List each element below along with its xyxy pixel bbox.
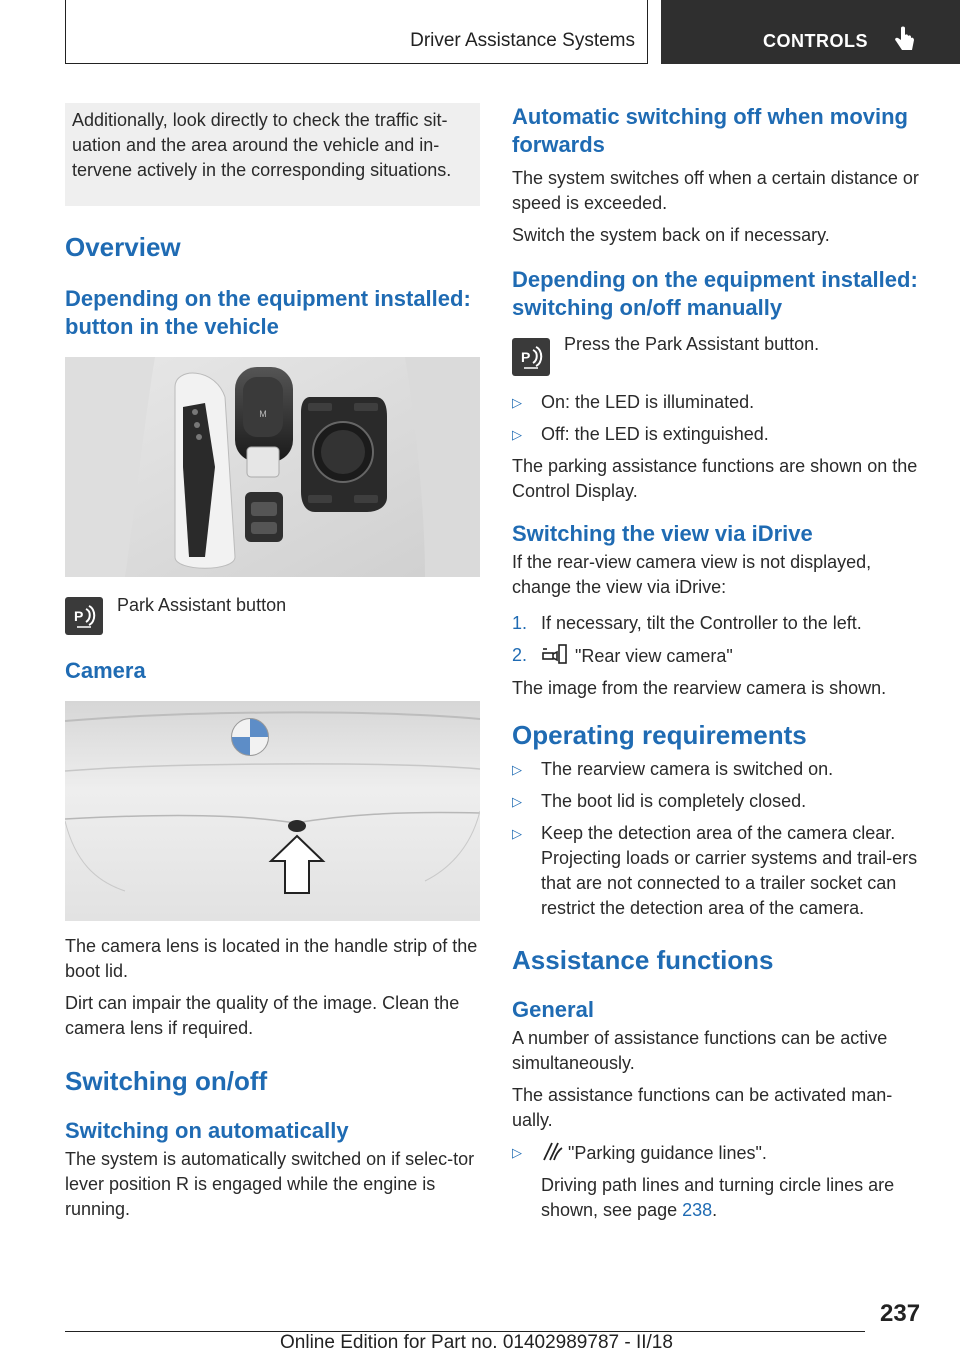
guidance-lines-item: ▷ "Parking guidance lines". Driving path lines and turning circle lines are shown, see page 238.	[512, 1140, 932, 1223]
list-item: 2. "Rear view camera"	[512, 645, 733, 666]
boot-lid-camera-photo	[65, 701, 480, 921]
button-heading: Depending on the equipment installed: button in the vehicle	[65, 286, 471, 339]
list-item: 1. If necessary, tilt the Controller to the left.	[512, 613, 862, 633]
auto-off-heading: Automatic switching off when moving forwards	[512, 104, 908, 157]
guidance-lines-description: Driving path lines and turning circle lines are shown, see page 238.	[541, 1175, 895, 1220]
general-text-2: The assistance functions can be activated man‐ually.	[512, 1085, 893, 1130]
list-item: ▷ Keep the detection area of the camera clear. Projecting loads or carrier systems and trail‐ers that are not connected to a trailer socket can restrict the detection area of the camera.	[512, 823, 918, 918]
idrive-heading: Switching the view via iDrive	[512, 521, 813, 546]
attention-note: Additionally, look directly to check the traffic sit‐uation and the area around the vehicle and in‐tervene actively in the corresponding situations.	[65, 103, 480, 206]
manual-bullet-list	[512, 390, 932, 447]
bullet-triangle-icon: ▷	[512, 762, 522, 777]
svg-text:M: M	[259, 409, 267, 419]
header-chapter-title: CONTROLS	[763, 31, 868, 51]
manual-heading: Depending on the equipment installed: switching on/off manually	[512, 267, 918, 320]
header-section-title: Driver Assistance Systems	[410, 30, 635, 51]
list-item: ▷ On: the LED is illuminated.	[512, 390, 932, 415]
bullet-triangle-icon: ▷	[512, 794, 522, 809]
idrive-steps	[512, 611, 932, 669]
manual-display-text: The parking assistance functions are shown on the Control Display.	[512, 456, 918, 501]
header-chapter-tab	[661, 0, 960, 64]
svg-text:P: P	[521, 349, 531, 365]
auto-off-text-1: The system switches off when a certain distance or speed is exceeded.	[512, 168, 919, 213]
switching-heading: Switching on/off	[65, 1066, 268, 1096]
parking-guidance-icon	[541, 1140, 563, 1162]
bullet-triangle-icon: ▷	[512, 1145, 522, 1160]
list-item: ▷ The boot lid is completely closed.	[512, 789, 932, 814]
overview-heading: Overview	[65, 232, 181, 262]
auto-off-text-2: Switch the system back on if necessary.	[512, 225, 830, 245]
page-reference-link[interactable]: 238	[682, 1200, 713, 1220]
camera-clean-text: Dirt can impair the quality of the image. Clean the camera lens if required.	[65, 993, 460, 1038]
svg-text:P: P	[74, 608, 84, 624]
camera-heading: Camera	[65, 658, 146, 683]
park-assistant-icon	[65, 597, 103, 635]
general-text-1: A number of assistance functions can be active simultaneously.	[512, 1028, 888, 1073]
header-section-box	[65, 0, 648, 64]
manual-instruction-row	[512, 336, 932, 380]
general-heading: General	[512, 997, 594, 1022]
assistance-heading: Assistance functions	[512, 945, 774, 975]
requirements-list	[512, 757, 932, 921]
park-assistant-caption-row	[65, 597, 480, 639]
center-console-photo	[65, 357, 480, 577]
auto-on-heading: Switching on automatically	[65, 1118, 349, 1143]
camera-location-text: The camera lens is located in the handle strip of the boot lid.	[65, 936, 478, 981]
bullet-triangle-icon: ▷	[512, 395, 522, 410]
bullet-triangle-icon: ▷	[512, 826, 522, 841]
rear-camera-icon	[541, 643, 569, 665]
manual-instruction-text: Press the Park Assistant button.	[564, 334, 820, 354]
page-number: 237	[880, 1300, 921, 1327]
list-item: ▷ The rearview camera is switched on.	[512, 757, 932, 782]
requirements-heading: Operating requirements	[512, 720, 807, 750]
hand-pointer-icon	[893, 26, 917, 54]
left-column	[65, 103, 480, 1222]
park-assistant-icon	[512, 338, 550, 376]
idrive-text: If the rear-view camera view is not displayed, change the view via iDrive:	[512, 552, 872, 597]
auto-on-text: The system is automatically switched on if selec‐tor lever position R is engaged while the engine is running.	[65, 1149, 475, 1219]
right-column	[512, 103, 932, 1223]
footer-edition: Online Edition for Part no. 01402989787 - II/18	[280, 1332, 673, 1353]
park-assistant-caption: Park Assistant button	[117, 595, 287, 615]
bullet-triangle-icon: ▷	[512, 427, 522, 442]
idrive-result-text: The image from the rearview camera is shown.	[512, 678, 887, 698]
list-item: ▷ Off: the LED is extinguished.	[512, 422, 932, 447]
